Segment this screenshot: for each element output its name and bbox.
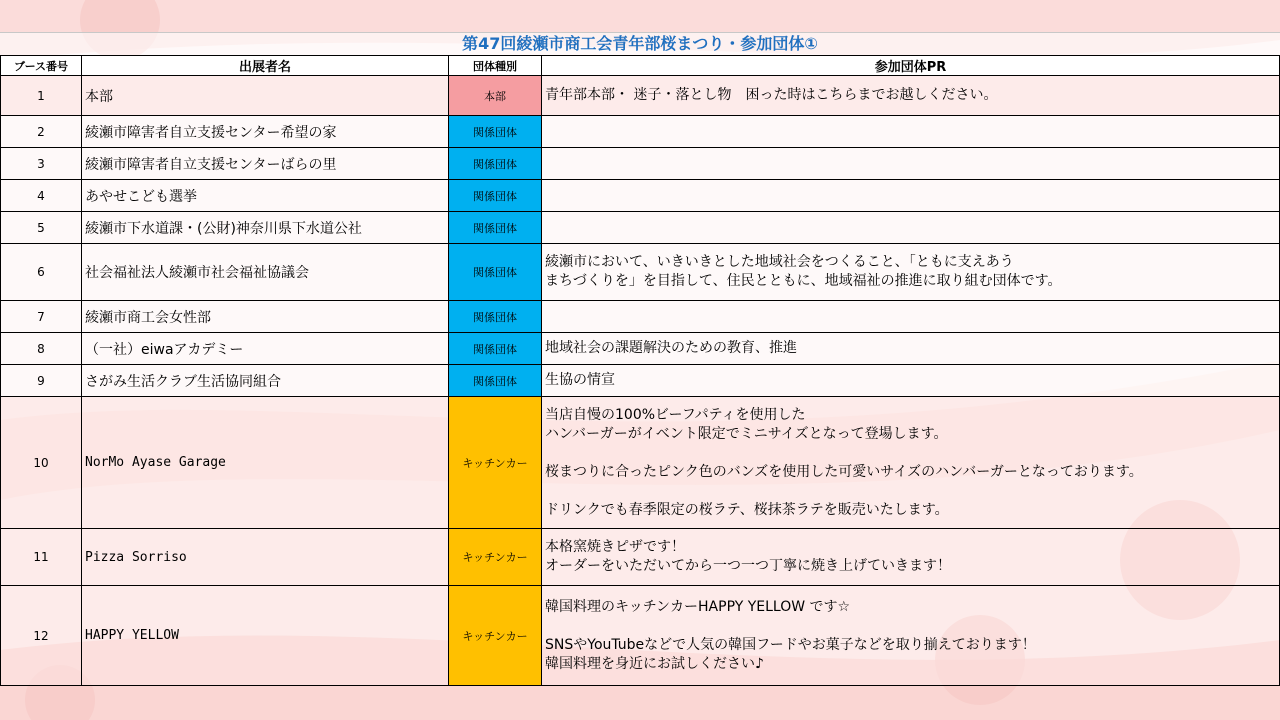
booth-number: 5 [1,212,82,244]
pr-line: まちづくりを」を目指して、住民とともに、地域福祉の推進に取り組む団体です。 [545,273,1062,289]
pr-line [545,154,1279,173]
booth-number: 6 [1,244,82,301]
table-row [1,180,1280,212]
table-row [1,397,1280,529]
group-type-badge: 本部 [449,76,542,116]
booth-number: 7 [1,301,82,333]
table-row [1,76,1280,116]
exhibitor-name: 綾瀬市障害者自立支援センター希望の家 [82,116,449,148]
exhibitor-name: （一社）eiwaアカデミー [82,333,449,365]
page-title: 第47回綾瀬市商工会青年部桜まつり・参加団体① [0,32,1280,55]
header-booth: ブース番号 [1,56,82,76]
group-pr [542,397,1280,529]
booth-number: 11 [1,529,82,586]
group-type-badge: 関係団体 [449,116,542,148]
pr-line: 綾瀬市において、いきいきとした地域社会をつくること、「ともに支えあう [545,254,1014,270]
booth-number: 12 [1,586,82,686]
booth-number: 2 [1,116,82,148]
pr-line [545,444,1279,463]
group-type-badge: キッチンカー [449,586,542,686]
pr-line: 生協の情宣 [545,372,615,388]
group-pr [542,301,1280,333]
participant-sheet [0,32,1280,686]
group-type-badge: 関係団体 [449,212,542,244]
group-type-badge: 関係団体 [449,333,542,365]
header-type: 団体種別 [449,56,542,76]
pr-line [545,218,1279,237]
table-row [1,333,1280,365]
group-pr [542,244,1280,301]
booth-number: 9 [1,365,82,397]
group-pr [542,333,1280,365]
pr-line: 桜まつりに合ったピンク色のバンズを使用した可愛いサイズのハンバーガーとなっております。 [545,463,1143,480]
pr-line: オーダーをいただいてから一つ一つ丁寧に焼き上げていきます！ [545,558,951,574]
table-row [1,301,1280,333]
table-row [1,365,1280,397]
table-row [1,212,1280,244]
table-row [1,529,1280,586]
table-body [1,76,1280,686]
exhibitor-name: NorMo Ayase Garage [82,397,449,529]
group-pr [542,116,1280,148]
table-row [1,148,1280,180]
group-pr [542,529,1280,586]
exhibitor-name: 綾瀬市商工会女性部 [82,301,449,333]
pr-line: 韓国料理を身近にお試しください♪ [545,655,764,672]
table-row [1,244,1280,301]
pr-line: 地域社会の課題解決のための教育、推進 [545,340,797,356]
pr-line: ハンバーガーがイベント限定でミニサイズとなって登場します。 [545,425,948,442]
header-pr: 参加団体PR [542,56,1280,76]
header-name: 出展者名 [82,56,449,76]
booth-number: 1 [1,76,82,116]
pr-line: 青年部本部・ 迷子・落とし物 困った時はこちらまでお越しください。 [545,87,998,103]
group-pr [542,586,1280,686]
group-pr [542,365,1280,397]
exhibitor-name: Pizza Sorriso [82,529,449,586]
group-type-badge: 関係団体 [449,180,542,212]
group-type-badge: 関係団体 [449,148,542,180]
group-type-badge: 関係団体 [449,365,542,397]
pr-line [545,186,1279,205]
exhibitor-name: 綾瀬市障害者自立支援センターばらの里 [82,148,449,180]
pr-line: ドリンクでも春季限定の桜ラテ、桜抹茶ラテを販売いたします。 [545,501,949,518]
table-row [1,586,1280,686]
exhibitor-name: 綾瀬市下水道課・(公財)神奈川県下水道公社 [82,212,449,244]
exhibitor-name: あやせこども選挙 [82,180,449,212]
pr-line: SNSやYouTubeなどで人気の韓国フードやお菓子などを取り揃えております！ [545,636,1036,653]
group-type-badge: 関係団体 [449,244,542,301]
exhibitor-name: 本部 [82,76,449,116]
participant-table [0,55,1280,686]
booth-number: 3 [1,148,82,180]
group-pr [542,180,1280,212]
pr-line [545,482,1279,501]
group-pr [542,212,1280,244]
exhibitor-name: さがみ生活クラブ生活協同組合 [82,365,449,397]
table-header-row [1,56,1280,76]
group-type-badge: キッチンカー [449,529,542,586]
pr-line [545,122,1279,141]
group-pr [542,76,1280,116]
group-type-badge: 関係団体 [449,301,542,333]
exhibitor-name: HAPPY YELLOW [82,586,449,686]
exhibitor-name: 社会福祉法人綾瀬市社会福祉協議会 [82,244,449,301]
booth-number: 4 [1,180,82,212]
pr-line: 当店自慢の100%ビーフパティを使用した [545,406,806,423]
pr-line [545,617,1279,636]
table-row [1,116,1280,148]
group-type-badge: キッチンカー [449,397,542,529]
pr-line: 韓国料理のキッチンカーHAPPY YELLOW です☆ [545,598,851,615]
pr-line: 本格窯焼きピザです！ [545,539,685,555]
booth-number: 8 [1,333,82,365]
booth-number: 10 [1,397,82,529]
pr-line [545,307,1279,326]
group-pr [542,148,1280,180]
